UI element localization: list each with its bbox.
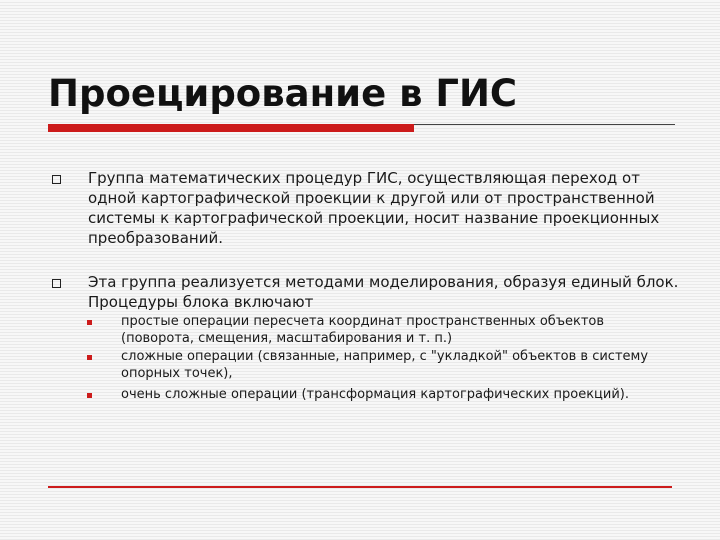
footer-divider: [48, 486, 672, 488]
sub-bullet-text-3: очень сложные операции (трансформация картографических проекций).: [121, 387, 630, 402]
filled-square-bullet-icon: [87, 320, 92, 325]
bullet-text-2: Эта группа реализуется методами моделирования, образуя единый блок. Процедуры блока включают: [88, 273, 679, 311]
hollow-square-bullet-icon: [52, 279, 61, 288]
slide-title: Проецирование в ГИС: [48, 72, 518, 115]
filled-square-bullet-icon: [87, 355, 92, 360]
hollow-square-bullet-icon: [52, 175, 61, 184]
bullet-text-1: Группа математических процедур ГИС, осуществляющая переход от одной картографической проекции к другой или от пространственной системы к картографической проекции, носит название проекционных преобразований.: [88, 169, 660, 247]
sub-bullet-text-2: сложные операции (связанные, например, с "укладкой" объектов в систему опорных точек),: [121, 349, 649, 381]
title-accent-bar: [48, 124, 414, 132]
sub-bullet-text-1: простые операции пересчета координат пространственных объектов (поворота, смещения, масштабирования и т. п.): [121, 314, 605, 346]
filled-square-bullet-icon: [87, 393, 92, 398]
